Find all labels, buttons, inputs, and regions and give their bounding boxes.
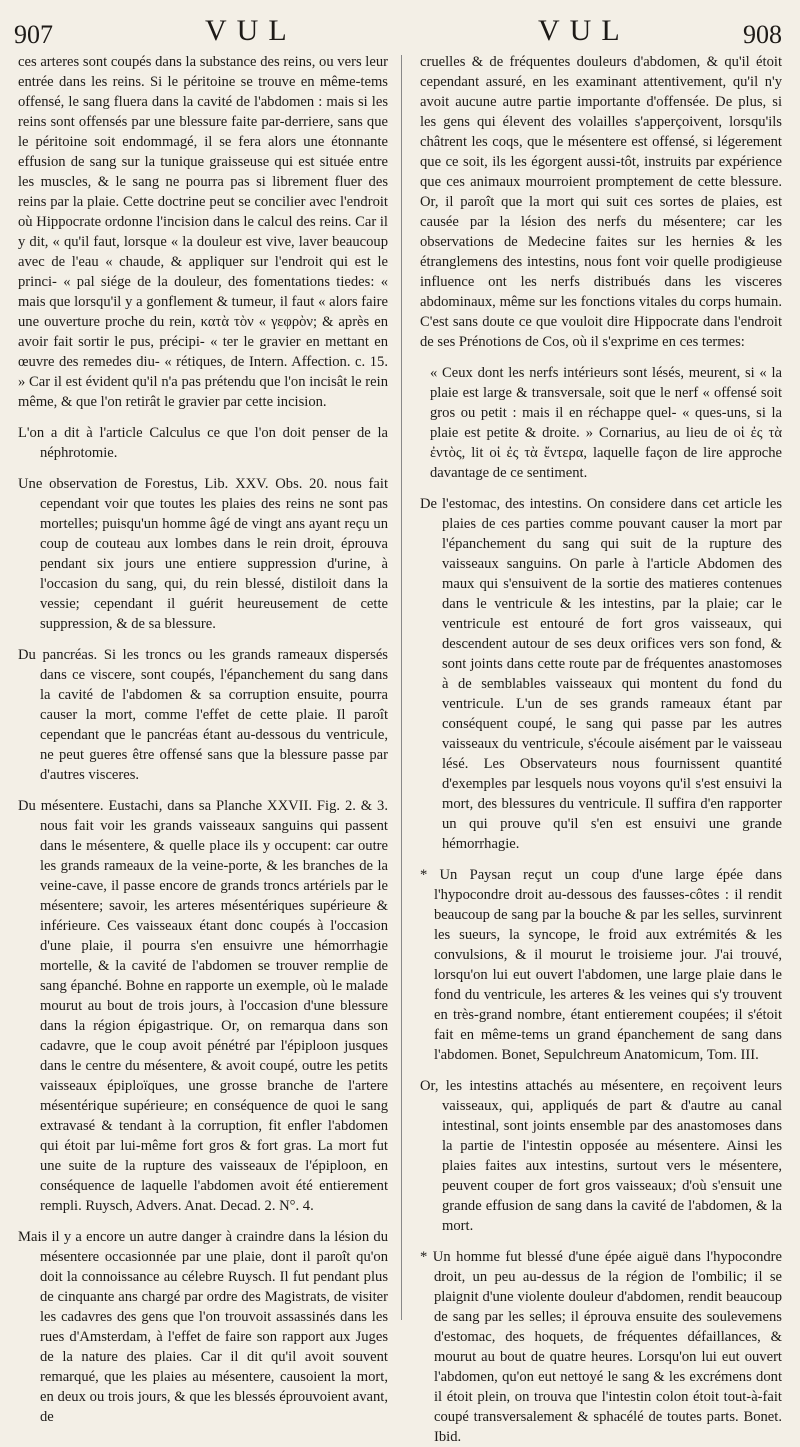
right-page-number: 908 (743, 20, 782, 49)
paragraph: ces arteres sont coupés dans la substance des reins, ou vers leur entrée dans les reins. Si le péritoine se trouve en même-tems offensé, le sang fluera dans la cavité de l'abdomen : mais si les reins sont offensés par une blessure faite par-derriere, sans que le péritoine soit endommagé, il se fera alors une étonnante effusion de sang sur la tunique graisseuse qui est située entre les muscles, & le sang ne pourra pas si librement fluer des reins par la plaie. Cette doctrine peut se concilier avec l'endroit où Hippocrate ordonne l'incision dans le calcul des reins. Car il y dit, « qu'il faut, lorsque « la douleur est vive, laver beaucoup avec de l'eau « chaude, & appliquer sur l'endroit qui est le princi- « pal siége de la douleur, des fomentations tiedes: « mais que lorsqu'il y a gonflement & tumeur, il faut « alors faire une ouverture proche du rein, κατὰ τὸν « γεφρὸν; & après en avoir fait sortir le pus, précipi- « ter le gravier en mettant en œuvre des remedes diu- « rétiques, de Intern. Affection. c. 15. » Car il est évident qu'il n'a pas prétendu que l'on incisât le rein même, & que l'on retirât le gravier par cette incision. (18, 54, 388, 410)
left-running-title: VUL (205, 14, 297, 47)
quotation: « Ceux dont les nerfs intérieurs sont lésés, meurent, si « la plaie est large & transversale, soit que le nerf « offensé soit gros ou petit : mais il en réchappe quel- « ques-uns, si la plaie est petite & droite. » Cornarius, au lieu de οἱ ἐς τὰ ἐντὸς, lit οἱ ἐς τὰ ἔντερα, laquelle façon de lire approche davantage de ce sentiment. (430, 365, 782, 481)
left-page-number: 907 (14, 20, 53, 49)
paragraph: De l'estomac, des intestins. On considere dans cet article les plaies de ces parties comme pouvant causer la mort par l'épanchement du sang qui suit de la rupture des vaisseaux sanguins. On parle à l'article Abdomen des maux qui s'ensuivent de la sortie des matieres contenues dans le ventricule & les intestins, par la plaie; car le ventricule est entouré de fort gros vaisseaux, qui descendent autour de ses deux orifices vers son fond, & sont joints dans cette route par de fréquentes anastomoses à de semblables vaisseaux qui montent du fond du ventricule. L'un de ses grands rameaux étant par conséquent coupé, le sang qui passe par les autres vaisseaux du ventricule, s'écoule aisément par le vaisseau lésé. Les Observateurs nous fournissent quantité d'exemples par lesquels nous voyons qu'il s'est ensuivi la mort, des blessures du ventricule. Il suffira d'en rapporter un qui prouve qu'il s'en est ensuivi une grande hémorrhagie. (420, 496, 782, 852)
running-header (0, 6, 800, 49)
right-running-title: VUL (538, 14, 630, 47)
paragraph: Or, les intestins attachés au mésentere, en reçoivent leurs vaisseaux, qui, appliqués de part & d'autre au canal intestinal, sont joints ensemble par des anastomoses dans la partie de l'intestin opposée au mésentere. Ainsi les plaies faites aux intestins, surtout vers le mésentere, peuvent couper de fort gros vaisseaux; d'où s'ensuit une grande effusion de sang dans la cavité de l'abdomen, & la mort. (420, 1078, 782, 1234)
case-note: * Un homme fut blessé d'une épée aiguë dans l'hypocondre droit, un peu au-dessus de la région de l'ombilic; il se plaignit d'une violente douleur d'abdomen, rendit beaucoup de sang par les selles; il éprouva ensuite des soulevemens d'estomac, des hoquets, de fréquentes défaillances, & mourut au bout de quatre heures. Lorsqu'on lui eut ouvert l'abdomen, qu'on eut nettoyé le sang & les excrémens dont il étoit plein, on trouva que l'intestin colon étoit tout-à-fait coupé transversalement & sphacélé de toutes parts. Bonet. Ibid. (420, 1249, 782, 1445)
paragraph: Du pancréas. Si les troncs ou les grands rameaux dispersés dans ce viscere, sont coupés, l'épanchement du sang dans la cavité de l'abdomen & sa corruption ensuite, pourra causer la mort, comme l'effet de cette plaie. Il paroît cependant que le pancréas étant au-dessous du ventricule, ne peut gueres être offensé sans que la blessure passe par d'autres visceres. (18, 647, 388, 783)
right-column (420, 52, 782, 1445)
paragraph: Du mésentere. Eustachi, dans sa Planche XXVII. Fig. 2. & 3. nous fait voir les grands vaisseaux sanguins qui passent dans le mésentere, & quelle place ils y occupent: car outre les grands rameaux de la veine-porte, & les branches de la veine-cave, il passe encore de grands troncs artériels par le mésentere; savoir, les arteres mésentériques supérieure & inférieure. Ces vaisseaux étant donc coupés à l'occasion d'une plaie, il pourra s'en ensuivre une hémorrhagie mortelle, & la cavité de l'abdomen se trouver remplie de sang épanché. Bohne en rapporte un exemple, où le malade mourut au bout de trois jours, à l'occasion d'une blessure dans la région épigastrique. Or, on remarqua dans son cadavre, que le coup avoit pénétré par l'épiploon jusques dans le centre du mésentere, & avoit coupé, outre les petits vaisseaux épiploïques, une grosse branche de l'artere mésentérique supérieure; en conséquence de quoi le sang extravasé & tendant à la corruption, fit enfler l'abdomen qui étoit par lui-même fort gros & fort gras. La mort fut une suite de la rupture des vaisseaux de l'épiploon, en conséquence de laquelle l'abdomen avoit été entierement rempli. Ruysch, Advers. Anat. Decad. 2. N°. 4. (18, 798, 388, 1214)
left-column (18, 52, 388, 1425)
paragraph: Une observation de Forestus, Lib. XXV. Obs. 20. nous fait cependant voir que toutes les plaies des reins ne sont pas mortelles; puisqu'un homme âgé de vingt ans ayant reçu un coup de couteau aux lombes dans le rein droit, éprouva pendant six jours une entiere suppression d'urine, à l'occasion du sang, qui, du rein blessé, distiloit dans la vessie; cependant il guérit heureusement de cette suppression, & de sa blessure. (18, 476, 388, 632)
paragraph: Mais il y a encore un autre danger à craindre dans la lésion du mésentere occasionnée par une plaie, dont il paroît qu'on doit la connoissance au célebre Ruysch. Il fut pendant plus de cinquante ans chargé par ordre des Magistrats, de visiter les cadavres des gens que l'on trouvoit assassinés dans les rues d'Amsterdam, à l'effet de faire son rapport aux Juges de la nature des plaies. Car il dit qu'il avoit souvent remarqué, que les plaies au mésentere, causoient la mort, en deux ou trois jours, & que les blessés éprouvoient avant, de (18, 1229, 388, 1425)
case-note: * Un Paysan reçut un coup d'une large épée dans l'hypocondre droit au-dessous des fausses-côtes : il rendit beaucoup de sang par la bouche & par les selles, survinrent les sueurs, la syncope, le froid aux extrémités & les convulsions, & il mourut le troisieme jour. J'ai trouvé, lorsqu'on lui eut ouvert l'abdomen, une large plaie dans le fond du ventricule, les arteres & les veines qui s'y trouvent en très-grand nombre, étant entierement coupées; il s'étoit fait en même-tems un grand épanchement de sang dans l'abdomen. Bonet, Sepulchreum Anatomicum, Tom. III. (420, 867, 782, 1063)
column-divider (401, 55, 402, 1320)
paragraph: L'on a dit à l'article Calculus ce que l'on doit penser de la néphrotomie. (18, 425, 388, 461)
paragraph: cruelles & de fréquentes douleurs d'abdomen, & qu'il étoit cependant assuré, en les examinant attentivement, qu'il n'y avoit aucune autre partie importante d'offensée. De plus, si les gens qui élevent des volailles s'apperçoivent, lorsqu'ils châtrent les coqs, que le mésentere est offensé, si légerement que ce soit, ils les égorgent aussi-tôt, instruits par expérience que ces animaux mourroient promptement de cette blessure. Or, il paroît que la mort qui suit ces sortes de plaies, est causée par la lésion des nerfs du mésentere; car les observations de Medecine faites sur les hernies & les étranglemens des intestins, nous font voir quelle prodigieuse influence ont les nerfs distribués dans les visceres abdominaux, même sur les fonctions vitales du corps humain. C'est sans doute ce que vouloit dire Hippocrate dans l'endroit de ses Prénotions de Cos, où il s'exprime en ces termes: (420, 54, 782, 350)
